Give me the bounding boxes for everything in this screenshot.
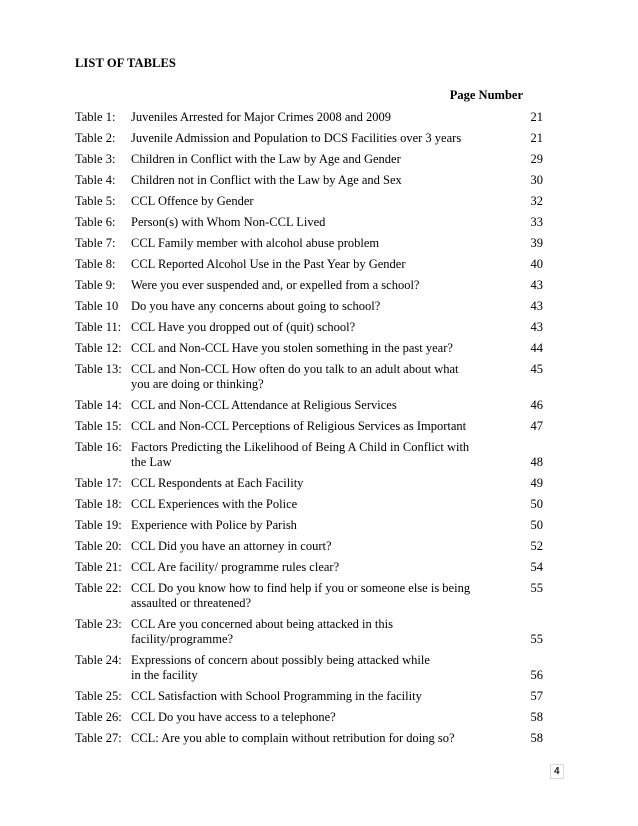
- toc-entry-label: Table 24:: [75, 653, 122, 667]
- toc-entry-label: Table 19:: [75, 518, 122, 532]
- toc-entry-title: [131, 152, 493, 167]
- toc-entry-label: Table 7:: [75, 236, 116, 250]
- toc-entry-title: [131, 341, 493, 356]
- toc-entry: [75, 236, 543, 257]
- toc-entry-page: 29: [530, 152, 543, 166]
- page-number-column-header: Page Number: [449, 88, 523, 102]
- toc-entry-title-line: CCL and Non-CCL Attendance at Religious Services: [131, 398, 397, 412]
- toc-entry-title-line: Factors Predicting the Likelihood of Being A Child in Conflict with: [131, 440, 470, 454]
- toc-entry-title-line: CCL Satisfaction with School Programming in the facility: [131, 689, 422, 703]
- toc-entry-page: 21: [530, 110, 543, 124]
- toc-entry-page: 44: [530, 341, 543, 355]
- toc-entry-title: [131, 497, 493, 512]
- toc-entry-title: [131, 110, 493, 125]
- toc-entry-page: 45: [530, 362, 543, 376]
- list-of-tables: [75, 110, 543, 752]
- toc-entry-title: [131, 440, 493, 470]
- toc-entry: [75, 173, 543, 194]
- toc-entry: [75, 617, 543, 653]
- toc-entry-label: Table 17:: [75, 476, 122, 490]
- toc-entry-title-line: facility/programme?: [131, 632, 234, 646]
- toc-entry-label: Table 5:: [75, 194, 116, 208]
- toc-entry-title-line: Expressions of concern about possibly being attacked while: [131, 653, 430, 667]
- toc-entry: [75, 710, 543, 731]
- toc-entry-title: [131, 689, 493, 704]
- toc-entry-label: Table 15:: [75, 419, 122, 433]
- toc-entry-title: [131, 173, 493, 188]
- toc-entry-label: Table 10: [75, 299, 119, 313]
- toc-entry: [75, 152, 543, 173]
- toc-entry: [75, 131, 543, 152]
- toc-entry: [75, 689, 543, 710]
- toc-entry-page: 58: [530, 731, 543, 745]
- toc-entry-label: Table 25:: [75, 689, 122, 703]
- toc-entry-title: [131, 194, 493, 209]
- footer-page-number: 4: [550, 764, 564, 779]
- toc-entry-page: 55: [530, 581, 543, 595]
- toc-entry-title-line: the Law: [131, 455, 172, 469]
- toc-entry-page: 33: [530, 215, 543, 229]
- toc-entry-page: 55: [530, 632, 543, 646]
- toc-entry: [75, 539, 543, 560]
- toc-entry-page: 43: [530, 299, 543, 313]
- toc-entry-label: Table 6:: [75, 215, 116, 229]
- toc-entry-title: [131, 710, 493, 725]
- toc-entry: [75, 215, 543, 236]
- toc-entry-title-line: CCL Do you have access to a telephone?: [131, 710, 336, 724]
- toc-entry-title: [131, 539, 493, 554]
- toc-entry-title-line: CCL Do you know how to find help if you or someone else is being: [131, 581, 471, 595]
- toc-entry-page: 32: [530, 194, 543, 208]
- toc-entry-page: 47: [530, 419, 543, 433]
- toc-entry-page: 52: [530, 539, 543, 553]
- toc-entry-label: Table 4:: [75, 173, 116, 187]
- toc-entry-title: [131, 257, 493, 272]
- toc-entry-title-line: CCL Reported Alcohol Use in the Past Year by Gender: [131, 257, 406, 271]
- toc-entry-title: [131, 653, 493, 683]
- toc-entry-title: [131, 560, 493, 575]
- toc-entry-page: 46: [530, 398, 543, 412]
- toc-entry: [75, 362, 543, 398]
- toc-entry-page: 43: [530, 320, 543, 334]
- toc-entry-page: 50: [530, 518, 543, 532]
- toc-entry: [75, 653, 543, 689]
- toc-entry-label: Table 23:: [75, 617, 122, 631]
- toc-entry-label: Table 9:: [75, 278, 116, 292]
- toc-entry-title-line: CCL Are facility/ programme rules clear?: [131, 560, 340, 574]
- toc-entry-page: 21: [530, 131, 543, 145]
- toc-entry: [75, 320, 543, 341]
- toc-entry-page: 48: [530, 455, 543, 469]
- toc-entry: [75, 518, 543, 539]
- toc-entry-title-line: Juvenile Admission and Population to DCS Facilities over 3 years: [131, 131, 462, 145]
- toc-entry-page: 30: [530, 173, 543, 187]
- toc-entry-label: Table 22:: [75, 581, 122, 595]
- toc-entry-title: [131, 131, 493, 146]
- toc-entry-title-line: in the facility: [131, 668, 198, 682]
- toc-entry: [75, 497, 543, 518]
- toc-entry-label: Table 8:: [75, 257, 116, 271]
- toc-entry-label: Table 2:: [75, 131, 116, 145]
- toc-entry-title: [131, 617, 493, 647]
- toc-entry-title-line: CCL Did you have an attorney in court?: [131, 539, 332, 553]
- toc-entry-title-line: CCL Are you concerned about being attacked in this: [131, 617, 393, 631]
- toc-entry-title-line: CCL and Non-CCL Perceptions of Religious Services as Important: [131, 419, 467, 433]
- toc-entry: [75, 278, 543, 299]
- toc-entry-title-line: Children in Conflict with the Law by Age and Gender: [131, 152, 401, 166]
- toc-entry-label: Table 14:: [75, 398, 122, 412]
- toc-entry-title: [131, 419, 493, 434]
- toc-entry: [75, 440, 543, 476]
- toc-entry-title-line: CCL: Are you able to complain without retribution for doing so?: [131, 731, 455, 745]
- toc-entry: [75, 476, 543, 497]
- toc-entry: [75, 419, 543, 440]
- toc-entry-label: Table 27:: [75, 731, 122, 745]
- toc-entry-title: [131, 278, 493, 293]
- toc-entry-label: Table 20:: [75, 539, 122, 553]
- toc-entry-title: [131, 299, 493, 314]
- toc-entry-label: Table 26:: [75, 710, 122, 724]
- toc-entry-page: 40: [530, 257, 543, 271]
- toc-entry: [75, 398, 543, 419]
- toc-entry-title-line: Do you have any concerns about going to school?: [131, 299, 381, 313]
- toc-entry-title-line: CCL Offence by Gender: [131, 194, 254, 208]
- toc-entry-title-line: CCL and Non-CCL How often do you talk to an adult about what: [131, 362, 459, 376]
- toc-entry-page: 49: [530, 476, 543, 490]
- toc-entry-page: 39: [530, 236, 543, 250]
- toc-entry: [75, 110, 543, 131]
- toc-entry: [75, 581, 543, 617]
- toc-entry-label: Table 21:: [75, 560, 122, 574]
- toc-entry-title: [131, 581, 493, 611]
- toc-entry-page: 50: [530, 497, 543, 511]
- toc-entry-title-line: CCL Have you dropped out of (quit) school?: [131, 320, 356, 334]
- toc-entry-title: [131, 398, 493, 413]
- toc-entry-label: Table 1:: [75, 110, 116, 124]
- toc-entry-label: Table 12:: [75, 341, 122, 355]
- toc-entry-page: 43: [530, 278, 543, 292]
- toc-entry-title-line: Juveniles Arrested for Major Crimes 2008 and 2009: [131, 110, 392, 124]
- toc-entry: [75, 341, 543, 362]
- toc-entry-label: Table 13:: [75, 362, 122, 376]
- toc-entry-page: 54: [530, 560, 543, 574]
- toc-entry: [75, 299, 543, 320]
- toc-entry-page: 57: [530, 689, 543, 703]
- toc-entry-title: [131, 518, 493, 533]
- toc-entry-title-line: CCL Respondents at Each Facility: [131, 476, 304, 490]
- toc-entry-title-line: assaulted or threatened?: [131, 596, 252, 610]
- toc-entry-title: [131, 215, 493, 230]
- toc-entry-title: [131, 320, 493, 335]
- toc-entry-page: 56: [530, 668, 543, 682]
- toc-entry-title-line: Children not in Conflict with the Law by Age and Sex: [131, 173, 402, 187]
- toc-entry-title: [131, 236, 493, 251]
- toc-entry-title: [131, 731, 493, 746]
- toc-entry-label: Table 16:: [75, 440, 122, 454]
- toc-entry-title: [131, 476, 493, 491]
- toc-entry-title-line: CCL Experiences with the Police: [131, 497, 298, 511]
- toc-entry-title-line: CCL Family member with alcohol abuse problem: [131, 236, 380, 250]
- toc-entry-label: Table 18:: [75, 497, 122, 511]
- toc-entry-label: Table 11:: [75, 320, 122, 334]
- toc-entry-title-line: Were you ever suspended and, or expelled from a school?: [131, 278, 420, 292]
- toc-entry-label: Table 3:: [75, 152, 116, 166]
- toc-entry-title-line: you are doing or thinking?: [131, 377, 264, 391]
- toc-entry-title-line: Experience with Police by Parish: [131, 518, 297, 532]
- toc-entry-page: 58: [530, 710, 543, 724]
- toc-entry-title-line: Person(s) with Whom Non-CCL Lived: [131, 215, 326, 229]
- toc-entry-title-line: CCL and Non-CCL Have you stolen something in the past year?: [131, 341, 453, 355]
- toc-entry: [75, 194, 543, 215]
- toc-entry: [75, 731, 543, 752]
- toc-entry: [75, 560, 543, 581]
- toc-entry: [75, 257, 543, 278]
- toc-entry-title: [131, 362, 493, 392]
- page-title: LIST OF TABLES: [75, 56, 176, 70]
